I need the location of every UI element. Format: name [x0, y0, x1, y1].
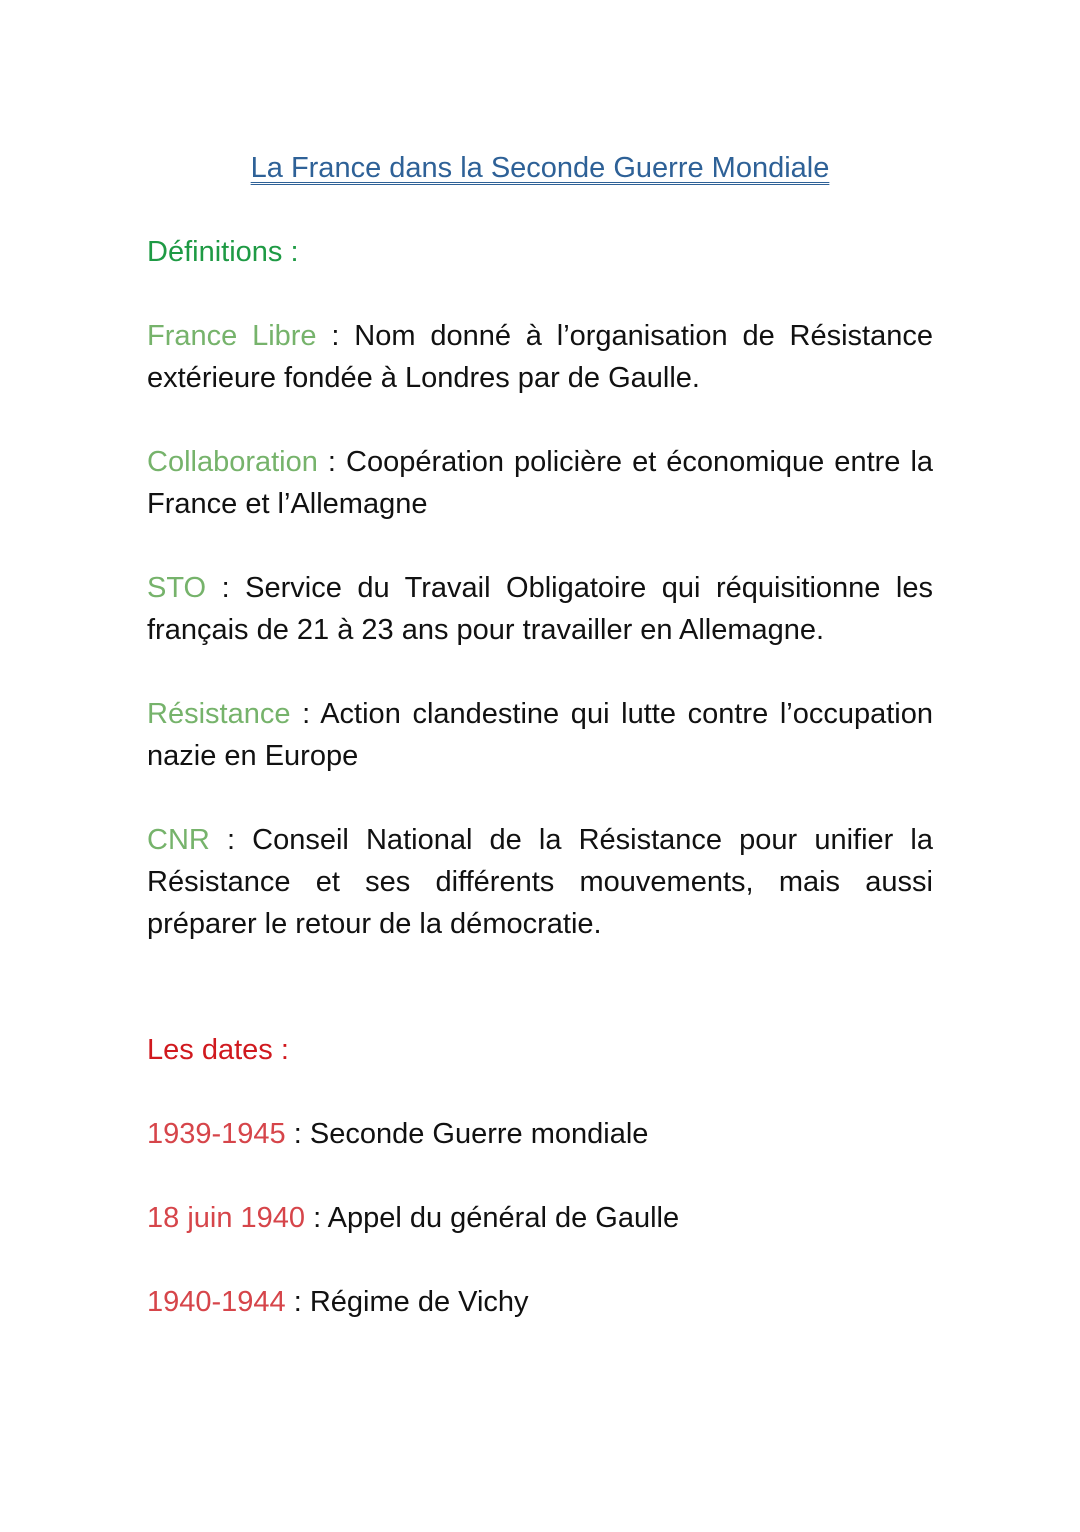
definition-term: STO [147, 572, 207, 604]
separator: : [285, 1286, 310, 1318]
separator: : [316, 320, 355, 352]
date-value: 1940-1944 [147, 1286, 286, 1318]
definition-item [147, 819, 933, 945]
separator: : [290, 698, 321, 730]
date-item [147, 1113, 933, 1155]
definition-text: Coopération policière et économique entre la France et l’Allemagne [147, 446, 934, 520]
date-value: 18 juin 1940 [147, 1202, 306, 1234]
separator: : [317, 446, 347, 478]
date-item [147, 1281, 933, 1323]
date-value: 1939-1945 [147, 1118, 286, 1150]
definition-text: Conseil National de la Résistance pour unifier la Résistance et ses différents mouvements, mais aussi préparer le retour de la démocratie. [147, 824, 934, 940]
definition-term: Résistance [147, 698, 291, 730]
definition-text: Service du Travail Obligatoire qui réquisitionne les français de 21 à 23 ans pour travailler en Allemagne. [147, 572, 933, 646]
separator: : [285, 1118, 310, 1150]
separator: : [209, 824, 253, 856]
definition-term: Collaboration [147, 446, 318, 478]
definition-term: France Libre [147, 320, 317, 352]
definition-text: Action clandestine qui lutte contre l’occupation nazie en Europe [147, 698, 933, 772]
separator: : [206, 572, 246, 604]
definition-text: Nom donné à l’organisation de Résistance extérieure fondée à Londres par de Gaulle. [147, 320, 933, 394]
date-event: Appel du général de Gaulle [327, 1202, 680, 1234]
document-page [147, 147, 933, 1365]
definition-item [147, 441, 933, 525]
definition-item [147, 315, 933, 399]
date-item [147, 1197, 933, 1239]
definition-item [147, 567, 933, 651]
definition-term: CNR [147, 824, 210, 856]
definitions-heading: Définitions : [147, 236, 299, 268]
date-event: Seconde Guerre mondiale [309, 1118, 649, 1150]
date-event: Régime de Vichy [309, 1286, 529, 1318]
separator: : [305, 1202, 328, 1234]
definition-item [147, 693, 933, 777]
page-title: La France dans la Seconde Guerre Mondiale [250, 152, 830, 184]
dates-heading: Les dates : [147, 1034, 289, 1066]
